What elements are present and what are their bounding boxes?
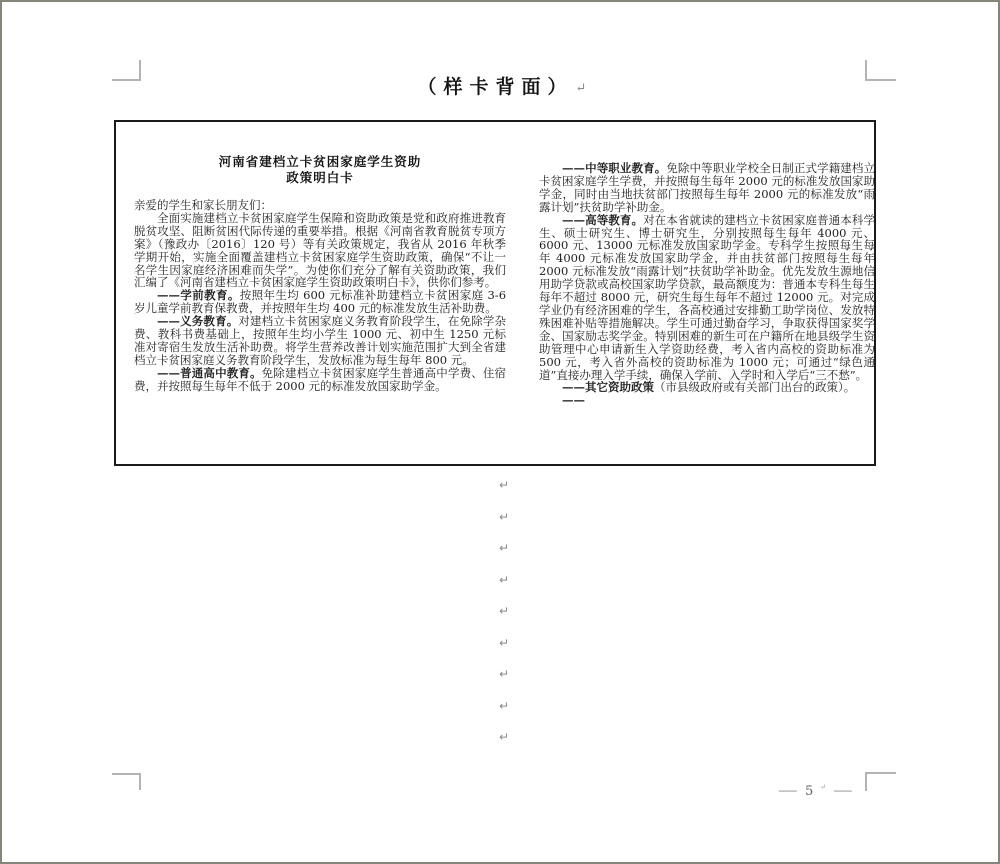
policy-paragraph-text: 按照年生均 600 元标准补助建档立卡贫困家庭 3-6 岁儿童学前教育保教费，并按照年生均 400 元的标准发放生活补助费。 [134, 288, 507, 316]
policy-paragraph-label: —— [562, 393, 585, 408]
paragraph-mark-icon: ↵ [498, 635, 510, 650]
policy-paragraph-text: 免除建档立卡贫困家庭学生普通高中学费、住宿费，并按照每生每年不低于 2000 元的标准发放国家助学金。 [134, 365, 507, 393]
card-heading-line1: 河南省建档立卡贫困家庭学生资助 [218, 154, 422, 169]
right-column-paragraphs [539, 162, 875, 407]
page-number: 5 [805, 783, 815, 799]
policy-paragraph [539, 394, 875, 407]
footer-paragraph-mark-icon: ↵ [820, 783, 828, 791]
footer-right-dash: — [833, 783, 855, 799]
policy-paragraph-label: ——义务教育。 [157, 314, 239, 329]
policy-paragraph [539, 162, 875, 214]
paragraph-mark-icon: ↵ [575, 81, 587, 96]
intro-paragraph: 全面实施建档立卡贫困家庭学生保障和资助政策是党和政府推进教育脱贫攻坚、阻断贫困代际传递的重要举措。根据《河南省教育脱贫专项方案》（豫政办〔2016〕120 号）等有关政策规定，我省从 2016 年秋季学期开始，实施全面覆盖建档立卡贫困家庭学生资助政策，确保“不让一名学生因家庭经济困难而失学”。为使你们充分了解有关资助政策，我们汇编了《河南省建档立卡贫困家庭学生资助政策明白卡》，供你们参考。 [134, 210, 506, 290]
margin-crop-mark-bottom-left [112, 773, 141, 790]
page-footer [772, 781, 892, 801]
policy-paragraph-label: ——学前教育。 [157, 288, 240, 303]
page-title [2, 72, 1000, 99]
policy-paragraph [134, 289, 506, 315]
policy-paragraph [134, 315, 506, 367]
left-column-paragraphs [134, 289, 506, 392]
card-right-column [539, 162, 875, 407]
policy-paragraph [539, 381, 875, 394]
policy-paragraph-text: 对在本省就读的建档立卡贫困家庭普通本科学生、硕士研究生、博士研究生，分别按照每生每年 4000 元、6000 元、13000 元标准发放国家助学金。专科学生按照每生每年 4000 元标准发放国家助学金，并由扶贫部门按照每生每年 2000 元标准发放“雨露计划”扶贫助学补助金。优先发放生源地信用助学贷款或高校国家助学贷款，最高额度为：普通本专科生每生每年不超过 8000 元，研究生每生每年不超过 12000 元。对完成学业仍有经济困难的学生，各高校通过安排勤工助学岗位、发放特殊困难补贴等措施解决。学生可通过勤奋学习，争取获得国家奖学金、国家励志奖学金。特别困难的新生可在户籍所在地县级学生资助管理中心申请新生入学资助经费，考入省内高校的资助标准为 500 元，考入省外高校的资助标准为 1000 元；可通过“绿色通道”直接办理入学手续，确保入学前、入学时和入学后“三不愁”。 [539, 212, 876, 382]
paragraph-mark-icon: ↵ [498, 541, 510, 555]
salutation-line: 亲爱的学生和家长朋友们： [134, 198, 272, 212]
footer-left-dash: — [778, 783, 799, 799]
policy-card-box [114, 120, 876, 466]
card-heading [134, 154, 506, 186]
paragraph-mark-icon: ↵ [498, 698, 510, 713]
policy-paragraph-label: ——普通高中教育。 [157, 365, 262, 380]
policy-paragraph-text: （市县级政府或有关部门出台的政策）。 [654, 380, 856, 395]
policy-paragraph-label: ——其它资助政策 [562, 380, 654, 395]
paragraph-mark-icon: ↵ [498, 509, 510, 524]
policy-paragraph-text: 免除中等职业学校全日制正式学籍建档立卡贫困家庭学生学费，并按照每生每年 2000 元的标准发放国家助学金，同时由当地扶贫部门按照每生每年 2000 元的标准发放“雨露计划”扶贫助学补助金。 [539, 161, 876, 214]
policy-paragraph [134, 367, 506, 393]
policy-paragraph [539, 214, 875, 382]
card-left-column [134, 154, 506, 393]
card-heading-line2: 政策明白卡 [286, 170, 354, 185]
paragraph-mark-icon: ↵ [498, 667, 510, 681]
policy-paragraph-label: ——中等职业教育。 [562, 161, 667, 175]
page-title-text: （样卡背面） [417, 76, 574, 98]
policy-paragraph-label: ——高等教育。 [562, 212, 644, 227]
paragraph-mark-icon: ↵ [498, 604, 510, 618]
paragraph-mark-icon: ↵ [498, 572, 510, 587]
paragraph-mark-icon: ↵ [498, 730, 510, 744]
paragraph-mark-icon: ↵ [498, 478, 510, 492]
policy-paragraph-text: 对建档立卡贫困家庭义务教育阶段学生，在免除学杂费、教科书费基础上，按照年生均小学生 1000 元、初中生 1250 元标准对寄宿生发放生活补助费。将学生营养改善计划实施范围扩大到全省建档立卡贫困家庭义务教育阶段学生，发放标准为每生每年 800 元。 [134, 314, 506, 367]
